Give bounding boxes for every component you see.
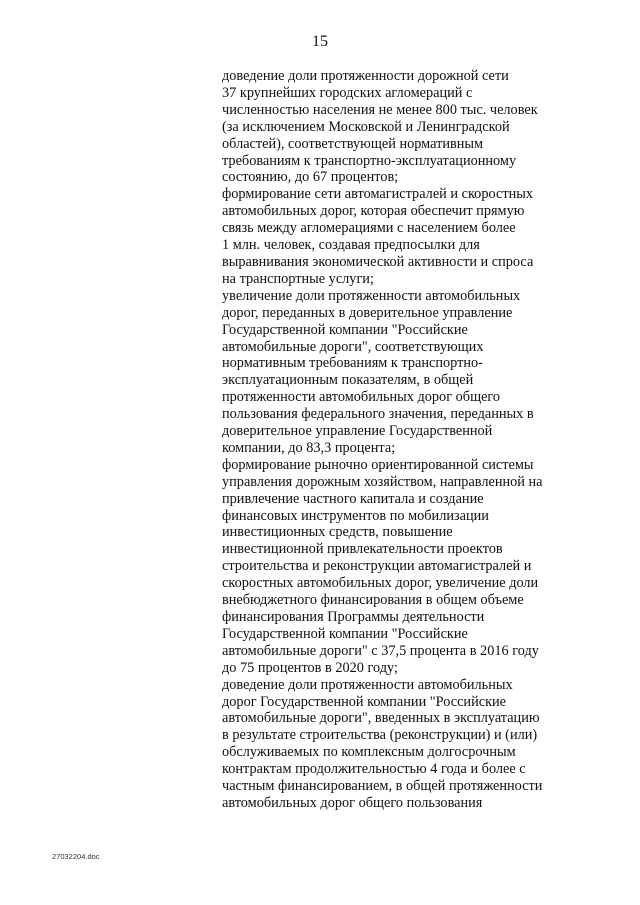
page-number: 15 xyxy=(312,33,328,50)
text-line: контрактам продолжительностью 4 года и более с xyxy=(222,761,526,778)
text-line: дорог, переданных в доверительное управление xyxy=(222,304,513,321)
text-line: компании, до 83,3 процента; xyxy=(222,439,396,456)
text-line: нормативным требованиям к транспортно- xyxy=(222,355,483,372)
text-line: доведение доли протяженности дорожной сети xyxy=(222,68,509,84)
text-line: связь между агломерациями с населением более xyxy=(222,220,516,237)
text-line: формирование сети автомагистралей и скоростных xyxy=(222,186,533,203)
text-line: автомобильных дорог, которая обеспечит прямую xyxy=(222,203,525,220)
text-line: 37 крупнейших городских агломераций с xyxy=(222,84,473,101)
text-line: автомобильные дороги", соответствующих xyxy=(222,338,484,355)
text-line: финансовых инструментов по мобилизации xyxy=(222,507,489,524)
text-line: формирование рыночно ориентированной системы xyxy=(222,456,534,473)
text-line: требованиям к транспортно-эксплуатационному xyxy=(222,152,517,169)
text-line: 1 млн. человек, создавая предпосылки для xyxy=(222,237,480,254)
text-line: скоростных автомобильных дорог, увеличение доли xyxy=(222,575,539,592)
text-line: частным финансированием, в общей протяженности xyxy=(222,778,543,795)
text-line: Государственной компании "Российские xyxy=(222,321,468,338)
text-line: доверительное управление Государственной xyxy=(222,423,493,440)
text-line: инвестиционных средств, повышение xyxy=(222,524,453,541)
text-line: инвестиционной привлекательности проектов xyxy=(222,541,503,558)
text-line: автомобильные дороги", введенных в эксплуатацию xyxy=(222,710,540,727)
text-line: управления дорожным хозяйством, направленной на xyxy=(222,473,543,490)
text-line: внебюджетного финансирования в общем объеме xyxy=(222,592,524,609)
text-line: Государственной компании "Российские xyxy=(222,625,468,642)
text-line: областей), соответствующей нормативным xyxy=(222,135,484,152)
text-line: протяженности автомобильных дорог общего xyxy=(222,389,501,406)
footer-document-code: 27032204.doc xyxy=(52,852,100,861)
document-body xyxy=(222,68,567,812)
text-line: численностью населения не менее 800 тыс. человек xyxy=(222,101,538,118)
text-line: состоянию, до 67 процентов; xyxy=(222,169,399,186)
text-line: увеличение доли протяженности автомобильных xyxy=(222,287,521,304)
text-line: строительства и реконструкции автомагистралей и xyxy=(222,558,532,575)
text-line: обслуживаемых по комплексным долгосрочным xyxy=(222,744,516,761)
text-line: привлечение частного капитала и создание xyxy=(222,490,484,507)
text-line: автомобильные дороги" с 37,5 процента в 2016 году xyxy=(222,642,539,659)
text-line: выравнивания экономической активности и спроса xyxy=(222,253,534,270)
text-line: до 75 процентов в 2020 году; xyxy=(222,659,398,676)
text-line: (за исключением Московской и Ленинградской xyxy=(222,118,510,135)
text-line: в результате строительства (реконструкции) и (или) xyxy=(222,727,538,744)
text-line: эксплуатационным показателям, в общей xyxy=(222,372,474,389)
text-line: пользования федерального значения, переданных в xyxy=(222,406,534,423)
text-line: дорог Государственной компании "Российские xyxy=(222,693,507,710)
text-line: автомобильных дорог общего пользования xyxy=(222,794,483,811)
text-line: финансирования Программы деятельности xyxy=(222,609,485,625)
text-line: на транспортные услуги; xyxy=(222,270,374,287)
text-line: доведение доли протяженности автомобильных xyxy=(222,676,513,693)
